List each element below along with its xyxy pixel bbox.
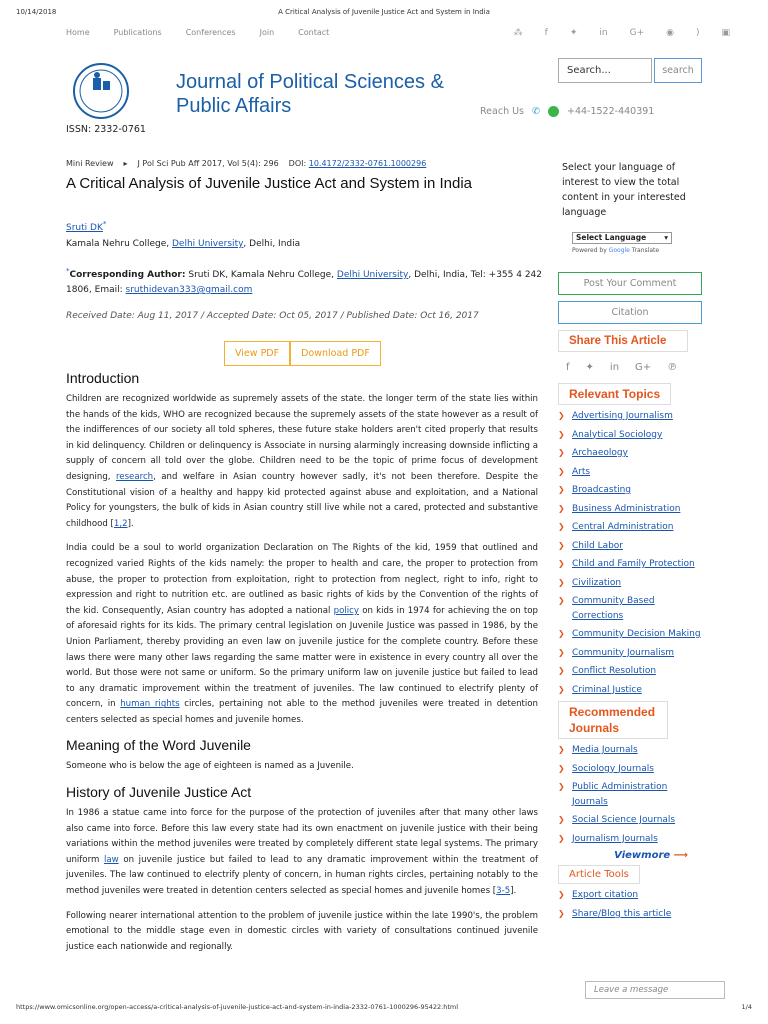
list-item-link[interactable]: Business Administration bbox=[572, 503, 681, 514]
list-item-link[interactable]: Criminal Justice bbox=[572, 684, 642, 695]
journal-title[interactable] bbox=[176, 70, 444, 118]
text: ]. bbox=[510, 886, 517, 897]
law-link[interactable]: law bbox=[103, 854, 119, 865]
list-item-link[interactable]: Advertising Journalism bbox=[572, 411, 673, 421]
list-item[interactable] bbox=[558, 576, 702, 591]
pdf-buttons bbox=[224, 341, 381, 366]
list-item[interactable] bbox=[558, 627, 702, 642]
issn: ISSN: 2332-0761 bbox=[66, 124, 146, 135]
podcast-icon[interactable]: ◉ bbox=[666, 28, 674, 38]
rss-icon[interactable]: ) bbox=[695, 28, 700, 38]
human-rights-link[interactable]: human rights bbox=[120, 699, 180, 710]
list-item-link[interactable]: Social Science Journals bbox=[572, 815, 676, 825]
chevron-right-icon: ❯ bbox=[558, 782, 565, 791]
list-item[interactable] bbox=[558, 520, 702, 535]
share-title: Share This Article bbox=[558, 330, 688, 352]
list-item-link[interactable]: Arts bbox=[572, 466, 591, 477]
chevron-right-icon: ❯ bbox=[558, 596, 565, 605]
print-header bbox=[0, 8, 768, 20]
nav-contact[interactable]: Contact bbox=[298, 28, 330, 37]
intro-paragraph-1 bbox=[66, 392, 538, 532]
reach-us bbox=[480, 106, 654, 117]
sitemap-icon[interactable]: ⁂ bbox=[513, 28, 523, 38]
chevron-right-icon: ❯ bbox=[558, 448, 565, 457]
list-item-link[interactable]: Community Journalism bbox=[572, 647, 675, 658]
corr-label: Corresponding Author: bbox=[69, 270, 186, 280]
whatsapp-icon bbox=[548, 106, 559, 117]
article-tools-list bbox=[558, 888, 702, 921]
intro-heading: Introduction bbox=[66, 370, 140, 386]
google-logo: Google bbox=[608, 247, 630, 254]
meaning-paragraph: Someone who is below the age of eighteen is named as a Juvenile. bbox=[66, 761, 354, 772]
article-citation: J Pol Sci Pub Aff 2017, Vol 5(4): 296 bbox=[137, 159, 279, 168]
citation-button[interactable]: Citation bbox=[558, 301, 702, 324]
list-item[interactable] bbox=[558, 813, 702, 828]
article-body bbox=[66, 368, 538, 964]
corresponding-author bbox=[66, 264, 546, 298]
chevron-right-icon: ❯ bbox=[558, 485, 565, 494]
relevant-topics-list bbox=[558, 409, 702, 697]
chevron-right-icon: ❯ bbox=[558, 684, 565, 694]
text: ]. bbox=[127, 518, 134, 529]
list-item[interactable] bbox=[558, 409, 702, 424]
download-pdf-button[interactable]: Download PDF bbox=[290, 341, 381, 366]
affiliation-text: Kamala Nehru College, bbox=[66, 239, 170, 249]
print-url: https://www.omicsonline.org/open-access/a-critical-analysis-of-juvenile-justice-act-and-system-in-india-2332-0761-1000296-95422.html bbox=[16, 1003, 459, 1011]
print-footer bbox=[16, 1003, 752, 1011]
chevron-right-icon: ❯ bbox=[558, 411, 565, 420]
list-item[interactable] bbox=[558, 465, 702, 480]
author bbox=[66, 220, 106, 233]
text: In 1986 a statue came into force for the purpose of the protection of juveniles after that many other laws also came into force. Before this law every state had its own enactment on juvenile justice with their being variations within the method juveniles were treated by completely different state legal systems. The primary uniform bbox=[66, 808, 538, 865]
relevant-topics-title: Relevant Topics bbox=[558, 383, 671, 405]
reach-us-label: Reach Us bbox=[480, 106, 525, 117]
list-item[interactable] bbox=[558, 780, 702, 809]
text: Children are recognized worldwide as supremely assets of the state. the longer term of the state lies within the hands of the kids, WHO are recognized because the supremely assets of the state however as a result of the indifferences of our society all told spheres, these future stake holders aren't cited properly that results in kid delinquency. Children or delinquency is Associate in nursing alarmingly increasing downside inflicting a supply of concern all told over the globe. Children need to be the topic of prime focus of development designing, bbox=[66, 394, 538, 482]
list-item[interactable] bbox=[558, 832, 702, 847]
article-meta bbox=[66, 159, 426, 168]
facebook-icon[interactable]: f bbox=[544, 28, 548, 38]
list-item[interactable] bbox=[558, 539, 702, 554]
research-link[interactable]: research bbox=[115, 471, 154, 482]
list-item[interactable] bbox=[558, 683, 702, 698]
list-item[interactable] bbox=[558, 664, 702, 679]
viewmore-link[interactable] bbox=[558, 850, 702, 861]
list-item[interactable] bbox=[558, 907, 702, 922]
history-paragraph-1 bbox=[66, 806, 538, 900]
nav-conferences[interactable]: Conferences bbox=[185, 28, 236, 37]
history-paragraph-2: Following nearer international attention to the problem of juvenile justice within the late 1990's, the problem emotional to the middle stage even in domestic circles with variety of consultations continued juvenile justice each nationwide and regionally. bbox=[66, 910, 538, 952]
ref-link[interactable]: 1,2 bbox=[113, 518, 128, 529]
linkedin-icon[interactable]: in bbox=[599, 28, 608, 38]
powered-by-text: Powered by bbox=[572, 247, 607, 254]
list-item-link[interactable]: Child Labor bbox=[572, 540, 624, 551]
list-item[interactable] bbox=[558, 594, 702, 623]
text: , and welfare in Asian country however sadly, it's not been therefore. Despite the Constitutional vision of a healthy and happy kid protected against abuse and exploitation, and a National Policy for youngsters, the bulk of kids in Asian country still live while not a cared, protected and substantive childhood [ bbox=[66, 471, 538, 529]
chevron-right-icon: ❯ bbox=[558, 666, 565, 675]
chevron-right-icon: ❯ bbox=[558, 815, 565, 824]
journal-logo[interactable] bbox=[68, 62, 134, 120]
chevron-right-icon: ❯ bbox=[558, 429, 565, 439]
chevron-right-icon: ❯ bbox=[558, 763, 565, 773]
phone-number[interactable]: +44-1522-440391 bbox=[566, 106, 655, 117]
asterisk-icon: * bbox=[102, 220, 107, 228]
list-item-link[interactable]: Conflict Resolution bbox=[572, 666, 657, 676]
affiliation bbox=[66, 239, 300, 249]
affiliation-post: , Delhi, India bbox=[243, 239, 301, 249]
view-pdf-button[interactable]: View PDF bbox=[224, 341, 290, 366]
phone-icon: ✆ bbox=[532, 106, 540, 117]
chevron-right-icon: ❯ bbox=[558, 833, 565, 843]
corr-text: Sruti DK, Kamala Nehru College, bbox=[188, 270, 335, 280]
article-tools-title: Article Tools bbox=[558, 865, 640, 884]
google-plus-icon[interactable]: G+ bbox=[635, 362, 652, 373]
journal-title-line1[interactable]: Journal of Political Sciences & bbox=[176, 71, 444, 93]
arrow-right-icon: ⟶ bbox=[673, 850, 688, 861]
article-title: A Critical Analysis of Juvenile Justice Act and System in India bbox=[66, 175, 473, 192]
post-comment-button[interactable]: Post Your Comment bbox=[558, 272, 702, 295]
chevron-right-icon: ❯ bbox=[558, 577, 565, 587]
nav-publications[interactable]: Publications bbox=[113, 28, 162, 37]
corr-link[interactable]: Delhi University bbox=[336, 270, 409, 280]
chevron-right-icon: ❯ bbox=[558, 503, 565, 513]
list-item-link[interactable]: Media Journals bbox=[572, 745, 638, 755]
google-plus-icon[interactable]: G+ bbox=[629, 28, 645, 38]
author-link[interactable]: Sruti DK bbox=[66, 223, 103, 233]
print-page-number: 1/4 bbox=[741, 1003, 752, 1011]
list-item-link[interactable]: Analytical Sociology bbox=[572, 429, 663, 440]
list-item-link[interactable]: Broadcasting bbox=[572, 485, 632, 495]
meaning-heading: Meaning of the Word Juvenile bbox=[66, 737, 251, 754]
text: India could be a soul to world organization Declaration on The Rights of the kid, 1959 that outlined and recognized varied Rights of the kids namely: the proper to health and care, the proper to protection from abuse, the proper to protection from exploitation, right to protection from neglect, right to info, right to expression and right to nutrition etc. are outlined as basic rights of kids by the Convention of the rights of the kid. Consequently, Asian country has adopted a national bbox=[66, 543, 538, 616]
text: circles, pertaining not able to the method juveniles were treated in detention centers selected as special homes and juvenile homes. bbox=[66, 699, 539, 725]
youtube-icon[interactable]: ▣ bbox=[721, 28, 730, 38]
recommended-journals-list bbox=[558, 743, 702, 846]
chevron-right-icon: ❯ bbox=[558, 890, 565, 899]
print-title: A Critical Analysis of Juvenile Justice Act and System in India bbox=[278, 8, 490, 16]
chevron-right-icon: ❯ bbox=[558, 466, 565, 476]
history-heading: History of Juvenile Justice Act bbox=[66, 784, 252, 801]
print-date: 10/14/2018 bbox=[16, 8, 57, 16]
list-item-link[interactable]: Public Administration Journals bbox=[572, 782, 668, 807]
text: on juvenile justice but failed to lead to any dramatic improvement within the treatment of juveniles. The law continued to electrify plenty of concern, in human rights circles, pertaining notably to the method juveniles were treated in detention centers selected as special homes and juvenile homes [ bbox=[66, 854, 539, 897]
share-icons bbox=[566, 362, 702, 373]
list-item-link[interactable]: Journalism Journals bbox=[572, 833, 658, 844]
chevron-right-icon: ❯ bbox=[558, 559, 565, 568]
list-item[interactable] bbox=[558, 483, 702, 498]
list-item[interactable] bbox=[558, 557, 702, 572]
list-item-link[interactable]: Sociology Journals bbox=[572, 763, 654, 774]
list-item[interactable] bbox=[558, 446, 702, 461]
list-item-link[interactable]: Community Based Corrections bbox=[572, 596, 655, 621]
list-item[interactable] bbox=[558, 743, 702, 758]
affiliation-link[interactable]: Delhi University bbox=[171, 239, 244, 249]
email-link[interactable]: sruthidevan333@gmail.com bbox=[125, 285, 253, 295]
list-item[interactable] bbox=[558, 762, 702, 777]
list-item-link[interactable]: Archaeology bbox=[572, 448, 628, 458]
chevron-right-icon: ❯ bbox=[558, 540, 565, 550]
twitter-icon[interactable]: ✦ bbox=[569, 28, 578, 38]
article-dates: Received Date: Aug 11, 2017 / Accepted Date: Oct 05, 2017 / Published Date: Oct 16, 2017 bbox=[66, 311, 479, 321]
list-item-link[interactable]: Export citation bbox=[572, 890, 639, 900]
language-select[interactable] bbox=[572, 232, 672, 244]
list-item-link[interactable]: Share/Blog this article bbox=[572, 908, 672, 919]
list-item[interactable] bbox=[558, 888, 702, 903]
chevron-right-icon: ❯ bbox=[558, 745, 565, 754]
list-item[interactable] bbox=[558, 502, 702, 517]
caret-down-icon: ▾ bbox=[664, 233, 668, 242]
linkedin-icon[interactable]: in bbox=[609, 362, 620, 373]
chevron-right-icon: ❯ bbox=[558, 908, 565, 918]
top-nav bbox=[30, 28, 730, 46]
facebook-icon[interactable]: f bbox=[566, 362, 570, 373]
twitter-icon[interactable]: ✦ bbox=[585, 362, 594, 373]
text: on kids in 1974 for achieving the on top of aforesaid rights for its kids. The primary central legislation on Juvenile Justice was passed in 1986, by the Union Parliament, thereby providing an even law on juvenile justice for the complete country. Before these laws there were many other laws regarding the same matter were in existence in every country all over the world. But those were not same or uniform. So the primary uniform law on juvenile justice but failed to lead to any dramatic improvement within the treatment of juveniles. The law continued to electrify plenty of concern, in bbox=[66, 605, 539, 710]
pinterest-icon[interactable]: ℗ bbox=[667, 362, 678, 373]
viewmore-text[interactable]: Viewmore bbox=[614, 850, 671, 861]
nav-join[interactable]: Join bbox=[259, 28, 275, 37]
journal-title-line2[interactable]: Public Affairs bbox=[176, 95, 292, 117]
leave-message-button[interactable]: Leave a message bbox=[585, 981, 725, 999]
policy-link[interactable]: policy bbox=[333, 605, 359, 616]
list-item-link[interactable]: Community Decision Making bbox=[572, 629, 701, 639]
doi-label: DOI: bbox=[288, 159, 307, 168]
list-item-link[interactable]: Central Administration bbox=[572, 522, 674, 532]
powered-by bbox=[572, 247, 702, 254]
nav-home[interactable]: Home bbox=[66, 28, 90, 37]
recommended-journals-title: Recommended Journals bbox=[558, 701, 668, 739]
intro-paragraph-2 bbox=[66, 541, 538, 728]
language-select-value: Select Language bbox=[576, 233, 647, 242]
right-sidebar bbox=[558, 160, 702, 925]
caret-right-icon: ▸ bbox=[123, 159, 128, 168]
list-item-link[interactable]: Child and Family Protection bbox=[572, 559, 695, 569]
chevron-right-icon: ❯ bbox=[558, 647, 565, 657]
list-item-link[interactable]: Civilization bbox=[572, 577, 622, 588]
language-prompt: Select your language of interest to view the total content in your interested language bbox=[562, 162, 686, 218]
translate-text[interactable]: Translate bbox=[631, 247, 660, 254]
asterisk-icon: * bbox=[66, 267, 70, 275]
corr-post: , Delhi, India, Tel: +355 4 242 1806, Email: bbox=[66, 270, 543, 295]
list-item[interactable] bbox=[558, 646, 702, 661]
search-input[interactable]: Search... bbox=[558, 58, 652, 83]
chevron-right-icon: ❯ bbox=[558, 522, 565, 531]
ref-link[interactable]: 3-5 bbox=[496, 886, 511, 897]
article-type: Mini Review bbox=[66, 159, 114, 168]
chevron-right-icon: ❯ bbox=[558, 629, 565, 638]
doi-link[interactable]: 10.4172/2332-0761.1000296 bbox=[308, 159, 427, 168]
search-button[interactable]: search bbox=[654, 58, 702, 83]
list-item[interactable] bbox=[558, 428, 702, 443]
